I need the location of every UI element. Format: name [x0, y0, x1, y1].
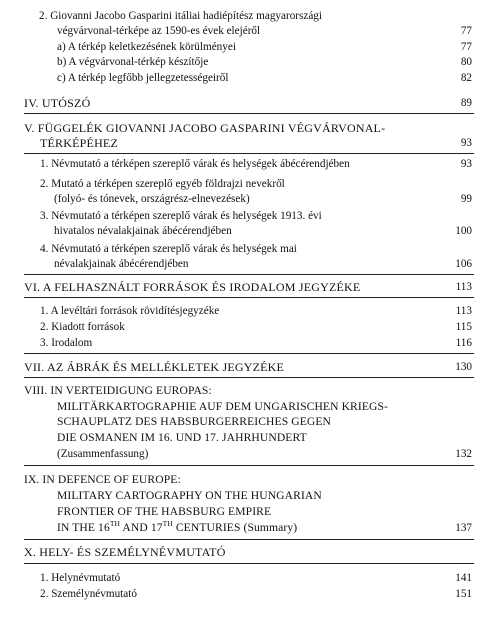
toc-entry-2-page: 77 [460, 25, 472, 37]
toc-section-ix-title-line4: IN THE 16TH AND 17TH CENTURIES (Summary) [57, 519, 298, 534]
toc-section-viii-title-line1: VIII. IN VERTEIDIGUNG EUROPAS: [24, 384, 212, 397]
section-divider [24, 465, 474, 466]
toc-entry-vi1-page: 113 [455, 305, 472, 317]
toc-entry-v1: 1. Névmutató a térképen szereplő várak és helységek ábécérendjében [40, 158, 350, 170]
toc-entry-2b-page: 80 [460, 56, 472, 68]
toc-entry-v4-line2: névalakjainak ábécérendjében [54, 258, 189, 270]
toc-entry-x1: 1. Helynévmutató [40, 572, 121, 584]
toc-entry-2a: a) A térkép keletkezésének körülményei [57, 41, 236, 53]
toc-entry-vi2-page: 115 [455, 321, 472, 333]
toc-entry-2c: c) A térkép legfőbb jellegzetességeiről [57, 72, 229, 84]
toc-entry-vi2: 2. Kiadott források [40, 321, 125, 333]
toc-entry-v3-line2: hivatalos névalakjainak ábécérendjében [54, 225, 232, 237]
section-divider [24, 539, 474, 540]
toc-entry-v2-page: 99 [460, 193, 472, 205]
toc-section-v-title-line2: TÉRKÉPÉHEZ [40, 136, 118, 150]
toc-section-viii-title-line4: DIE OSMANEN IM 16. UND 17. JAHRHUNDERT [57, 431, 307, 444]
toc-section-vi-title: VI. A FELHASZNÁLT FORRÁSOK ÉS IRODALOM JEGYZÉKE [24, 280, 361, 294]
toc-entry-x2-page: 151 [455, 588, 472, 600]
toc-section-iv-page: 89 [460, 97, 472, 109]
toc-section-vii-title: VII. AZ ÁBRÁK ÉS MELLÉKLETEK JEGYZÉKE [24, 360, 285, 374]
toc-section-v-title-line1: V. FÜGGELÉK GIOVANNI JACOBO GASPARINI VÉGVÁRVONAL- [24, 121, 386, 135]
toc-entry-2c-page: 82 [460, 72, 472, 84]
toc-entry-v4-line1: 4. Névmutató a térképen szereplő várak és helységek mai [40, 243, 297, 255]
toc-section-ix-title-line3: FRONTIER OF THE HABSBURG EMPIRE [57, 505, 272, 518]
toc-entry-v4-page: 106 [455, 258, 472, 270]
toc-entry-v2-line1: 2. Mutató a térképen szereplő egyéb földrajzi nevekről [40, 178, 285, 190]
toc-section-ix-title-line2: MILITARY CARTOGRAPHY ON THE HUNGARIAN [57, 489, 322, 502]
toc-entry-x1-page: 141 [455, 572, 472, 584]
toc-entry-2a-page: 77 [460, 41, 472, 53]
toc-entry-x2: 2. Személynévmutató [40, 588, 137, 600]
toc-section-vii-page: 130 [455, 361, 472, 373]
section-divider [24, 113, 474, 114]
toc-section-vi-page: 113 [455, 281, 472, 293]
toc-section-viii-page: 132 [455, 448, 472, 460]
toc-entry-2b: b) A végvárvonal-térkép készítője [57, 56, 209, 68]
section-divider [24, 153, 474, 154]
toc-entry-v3-line1: 3. Névmutató a térképen szereplő várak és helységek 1913. évi [40, 210, 322, 222]
toc-entry-vi1: 1. A levéltári források rövidítésjegyzéke [40, 305, 220, 317]
toc-section-ix-title-line1: IX. IN DEFENCE OF EUROPE: [24, 473, 181, 486]
toc-section-viii-title-line5: (Zusammenfassung) [57, 448, 149, 460]
section-divider [24, 274, 474, 275]
toc-entry-vi3: 3. Irodalom [40, 337, 93, 349]
section-divider [24, 353, 474, 354]
toc-section-ix-page: 137 [455, 522, 472, 534]
section-divider [24, 563, 474, 564]
toc-section-viii-title-line3: SCHAUPLATZ DES HABSBURGERREICHES GEGEN [57, 415, 332, 428]
toc-section-viii-title-line2: MILITÄRKARTOGRAPHIE AUF DEM UNGARISCHEN KRIEGS- [57, 400, 388, 413]
toc-entry-v1-page: 93 [460, 158, 472, 170]
toc-entry-v3-page: 100 [455, 225, 472, 237]
toc-section-v-page: 93 [460, 137, 472, 149]
toc-entry-vi3-page: 116 [455, 337, 472, 349]
section-divider [24, 377, 474, 378]
toc-section-x-title: X. HELY- ÉS SZEMÉLYNÉVMUTATÓ [24, 545, 226, 559]
toc-entry-2-line2: végvárvonal-térképe az 1590-es évek elejéről [57, 25, 261, 37]
toc-entry-v2-line2: (folyó- és tónevek, országrész-elnevezések) [54, 193, 250, 205]
section-divider [24, 297, 474, 298]
toc-entry-2-line1: 2. Giovanni Jacobo Gasparini itáliai hadiépítész magyarországi [39, 10, 323, 22]
toc-section-iv-title: IV. UTÓSZÓ [24, 96, 91, 110]
